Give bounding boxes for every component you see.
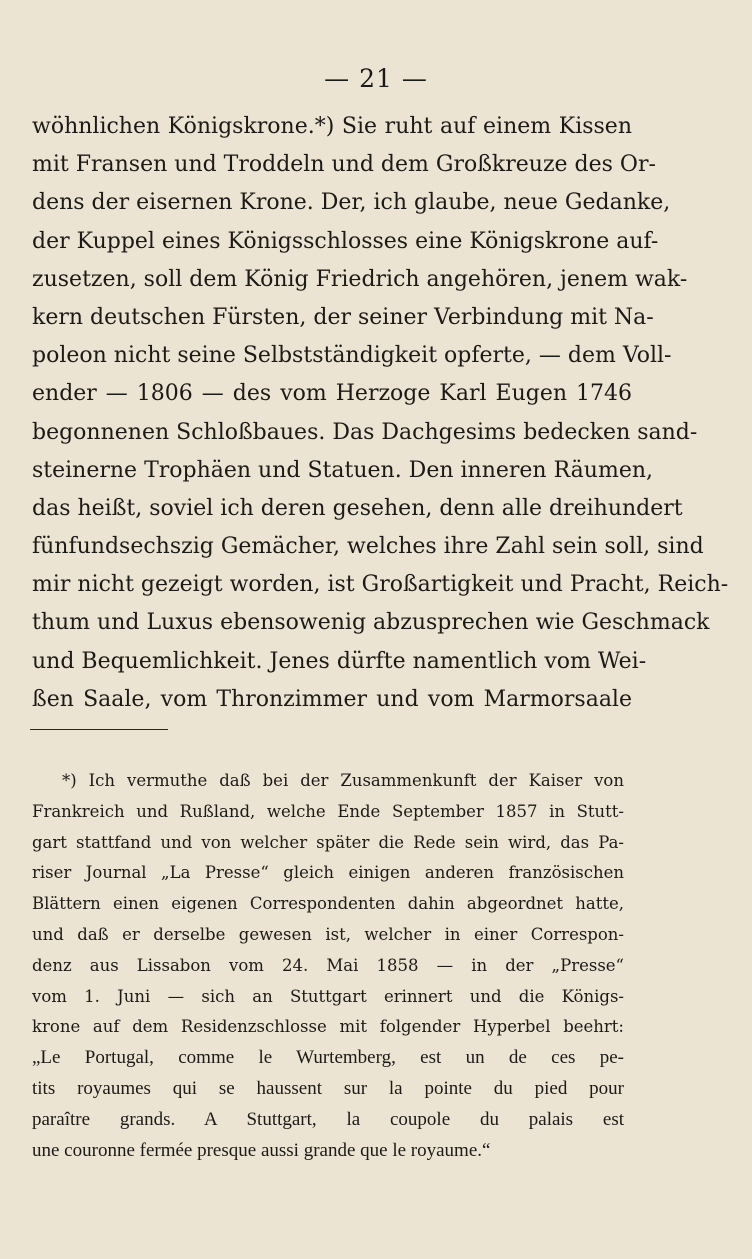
text-line: der Kuppel eines Königsschlosses eine Königskrone auf- (32, 228, 659, 254)
footnote-line: Frankreich und Rußland, welche Ende September 1857 in Stutt- (32, 801, 624, 821)
footnote-line: Blättern einen eigenen Correspondenten dahin abgeordnet hatte, (32, 894, 624, 914)
footnote-line: vom 1. Juni — sich an Stuttgart erinnert und die Königs- (32, 986, 624, 1006)
footnote-line-french: „Le Portugal, comme le Wurtemberg, est un de ces pe- (32, 1047, 624, 1069)
text-line: wöhnlichen Königskrone.*) Sie ruht auf einem Kissen (32, 114, 632, 139)
footnote-line: krone auf dem Residenzschlosse mit folgender Hyperbel beehrt: (32, 1017, 624, 1037)
footnote-line-french: paraître grands. A Stuttgart, la coupole du palais est (32, 1108, 624, 1130)
footnote-line-french: tits royaumes qui se haussent sur la pointe du pied pour (32, 1077, 624, 1099)
text-line: fünfundsechszig Gemächer, welches ihre Zahl sein soll, sind (32, 534, 704, 560)
text-line: ßen Saale, vom Thronzimmer und vom Marmorsaale (32, 686, 632, 712)
text-line: mir nicht gezeigt worden, ist Großartigkeit und Pracht, Reich- (32, 572, 729, 598)
text-line: poleon nicht seine Selbstständigkeit opferte, — dem Voll- (32, 343, 672, 369)
footnote (32, 766, 624, 1166)
text-line: mit Fransen und Troddeln und dem Großkreuze des Or- (32, 152, 656, 178)
footnote-line: riser Journal „La Presse“ gleich einigen anderen französischen (32, 863, 624, 883)
text-line: begonnenen Schloßbaues. Das Dachgesims bedecken sand- (32, 419, 698, 445)
text-line: dens der eisernen Krone. Der, ich glaube, neue Gedanke, (32, 190, 671, 216)
text-line: steinerne Trophäen und Statuen. Den inneren Räumen, (32, 457, 653, 483)
footnote-line: gart stattfand und von welcher später die Rede sein wird, das Pa- (32, 832, 624, 852)
text-line: und Bequemlichkeit. Jenes dürfte namentlich vom Wei- (32, 648, 647, 674)
footnote-divider (30, 729, 168, 730)
main-text (32, 108, 729, 719)
text-line: das heißt, soviel ich deren gesehen, denn alle dreihundert (32, 495, 683, 521)
text-line: ender — 1806 — des vom Herzoge Karl Eugen 1746 (32, 381, 632, 407)
footnote-line: und daß er derselbe gewesen ist, welcher in einer Correspon- (32, 924, 624, 944)
footnote-line: *) Ich vermuthe daß bei der Zusammenkunft der Kaiser von (62, 771, 624, 790)
page-number: — 21 — (324, 64, 428, 93)
text-line: kern deutschen Fürsten, der seiner Verbindung mit Na- (32, 304, 654, 330)
footnote-line: denz aus Lissabon vom 24. Mai 1858 — in der „Presse“ (32, 955, 624, 975)
text-line: thum und Luxus ebensowenig abzusprechen wie Geschmack (32, 610, 710, 636)
footnote-line-french: une couronne fermée presque aussi grande que le royaume.“ (32, 1139, 491, 1161)
text-line: zusetzen, soll dem König Friedrich angehören, jenem wak- (32, 266, 688, 292)
